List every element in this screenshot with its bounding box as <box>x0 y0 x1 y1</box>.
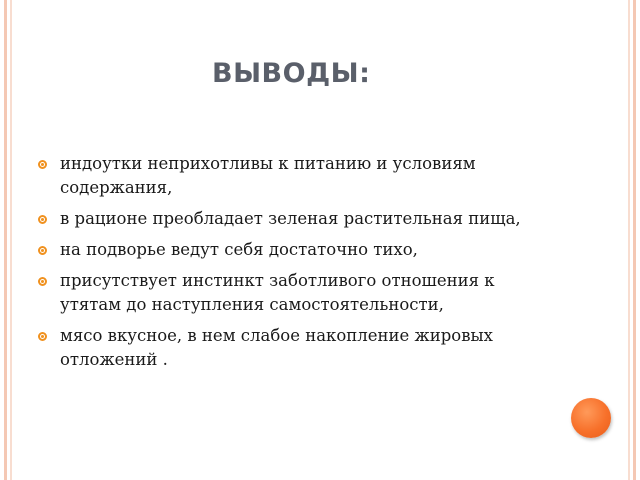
ring-bullet-icon <box>38 277 47 286</box>
bullet-text: на подворье ведут себя достаточно тихо, <box>60 240 418 259</box>
bullet-text: в рационе преобладает зеленая растительная пища, <box>60 209 521 228</box>
left-border-stripe-inner <box>10 0 12 480</box>
bullet-text: присутствует инстинкт заботливого отношения к утятам до наступления самостоятельности, <box>60 271 495 314</box>
list-item <box>38 152 558 200</box>
list-item <box>38 207 558 231</box>
ring-bullet-icon <box>38 246 47 255</box>
bullet-list <box>38 152 558 379</box>
bullet-text: индоутки неприхотливы к питанию и условиям содержания, <box>60 154 476 197</box>
slide-title: ВЫВОДЫ: <box>212 58 371 89</box>
orange-circle-icon <box>571 398 611 438</box>
ring-bullet-icon <box>38 160 47 169</box>
right-border-stripe-inner <box>628 0 630 480</box>
left-border-stripe <box>4 0 7 480</box>
list-item <box>38 324 558 372</box>
right-border-stripe <box>633 0 636 480</box>
bullet-text: мясо вкусное, в нем слабое накопление жировых отложений . <box>60 326 493 369</box>
list-item <box>38 238 558 262</box>
ring-bullet-icon <box>38 332 47 341</box>
ring-bullet-icon <box>38 215 47 224</box>
list-item <box>38 269 558 317</box>
